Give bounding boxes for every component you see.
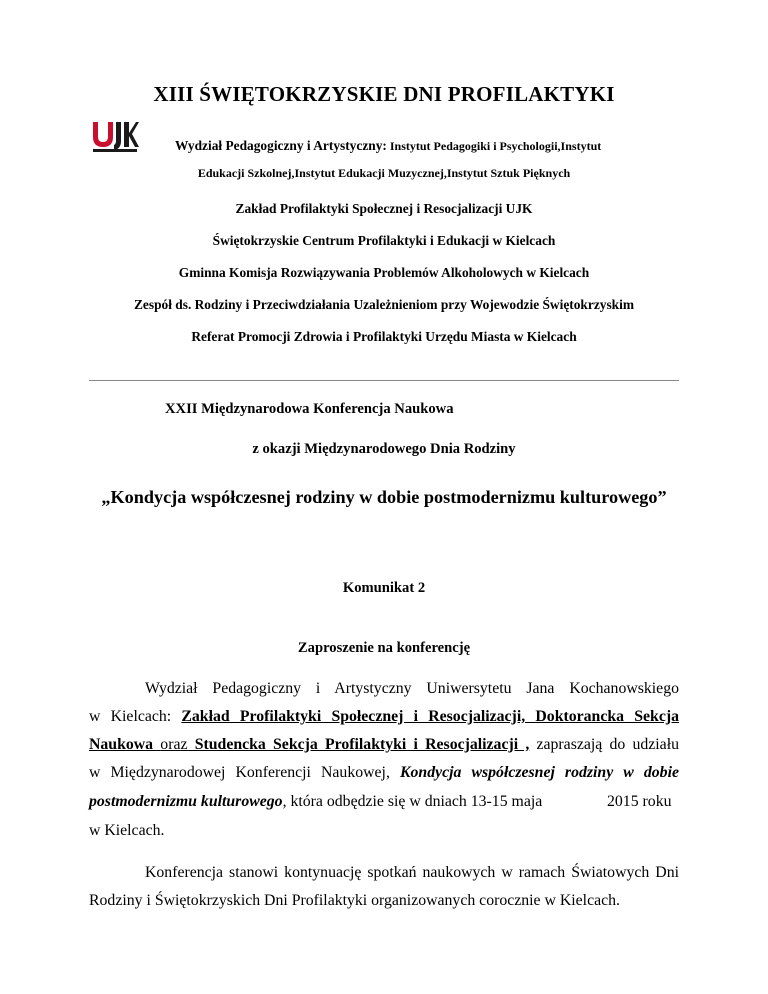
paragraph-line: w Kielcach. [89, 822, 165, 839]
organizer-line-2: Edukacji Szkolnej,Instytut Edukacji Muzycznej,Instytut Sztuk Pięknych [197, 166, 571, 180]
organizer-line-5: Gminna Komisja Rozwiązywania Problemów Alkoholowych w Kielcach [178, 265, 590, 280]
organizer-line-4: Świętokrzyskie Centrum Profilaktyki i Edukacji w Kielcach [212, 233, 556, 248]
organizer-highlight: Zakład Profilaktyki Społecznej i Resocjalizacji, Doktorancka Sekcja [181, 708, 679, 725]
organizer-highlight: Naukowa [89, 736, 161, 753]
conference-title-inline: postmodernizmu kulturowego [89, 793, 283, 810]
conference-theme: „Kondycja współczesnej rodziny w dobie postmodernizmu kulturowego” [101, 487, 667, 507]
paragraph-line: Wydział Pedagogiczny i Artystyczny Uniwersytetu Jana Kochanowskiego [145, 680, 679, 697]
conference-title-inline: Kondycja współczesnej rodziny w dobie [399, 764, 679, 781]
faculty-name: Wydział Pedagogiczny i Artystyczny: [175, 138, 387, 153]
header-divider [89, 380, 679, 381]
paragraph-line: w Kielcach: Zakład Profilaktyki Społecznej i Resocjalizacji, Doktorancka Sekcja [89, 708, 679, 725]
invitation-heading: Zaproszenie na konferencję [297, 640, 471, 656]
paragraph-line: Rodziny i Świętokrzyskich Dni Profilaktyki organizowanych corocznie w Kielcach. [89, 892, 620, 909]
organizer-line-6: Zespół ds. Rodziny i Przeciwdziałania Uzależnieniom przy Wojewodzie Świętokrzyskim [133, 297, 634, 312]
institutes-list: Instytut Pedagogiki i Psychologii,Instytut [386, 139, 602, 153]
paragraph-line: Naukowa oraz Studencka Sekcja Profilaktyki i Resocjalizacji , zapraszają do udziału [89, 736, 679, 753]
organizer-line-7: Referat Promocji Zdrowia i Profilaktyki Urzędu Miasta w Kielcach [191, 329, 577, 344]
paragraph-line: postmodernizmu kulturowego, która odbędzie się w dniach 13-15 maja [89, 793, 543, 810]
organizer-highlight: Studencka Sekcja Profilaktyki i Resocjalizacji , [187, 736, 530, 753]
organizer-line-1 [175, 138, 601, 154]
paragraph-line: w Międzynarodowej Konferencji Naukowej, Kondycja współczesnej rodziny w dobie [89, 764, 679, 781]
page-title: XIII ŚWIĘTOKRZYSKIE DNI PROFILAKTYKI [153, 82, 615, 106]
conference-year: 2015 roku [607, 793, 672, 810]
communique-label: Komunikat 2 [342, 580, 426, 596]
conference-occasion: z okazji Międzynarodowego Dnia Rodziny [252, 441, 516, 457]
paragraph-line: Konferencja stanowi kontynuację spotkań naukowych w ramach Światowych Dni [145, 864, 679, 881]
conference-name: XXII Międzynarodowa Konferencja Naukowa [165, 401, 454, 417]
organizer-line-3: Zakład Profilaktyki Społecznej i Resocjalizacji UJK [235, 201, 533, 216]
ujk-logo [89, 119, 139, 153]
